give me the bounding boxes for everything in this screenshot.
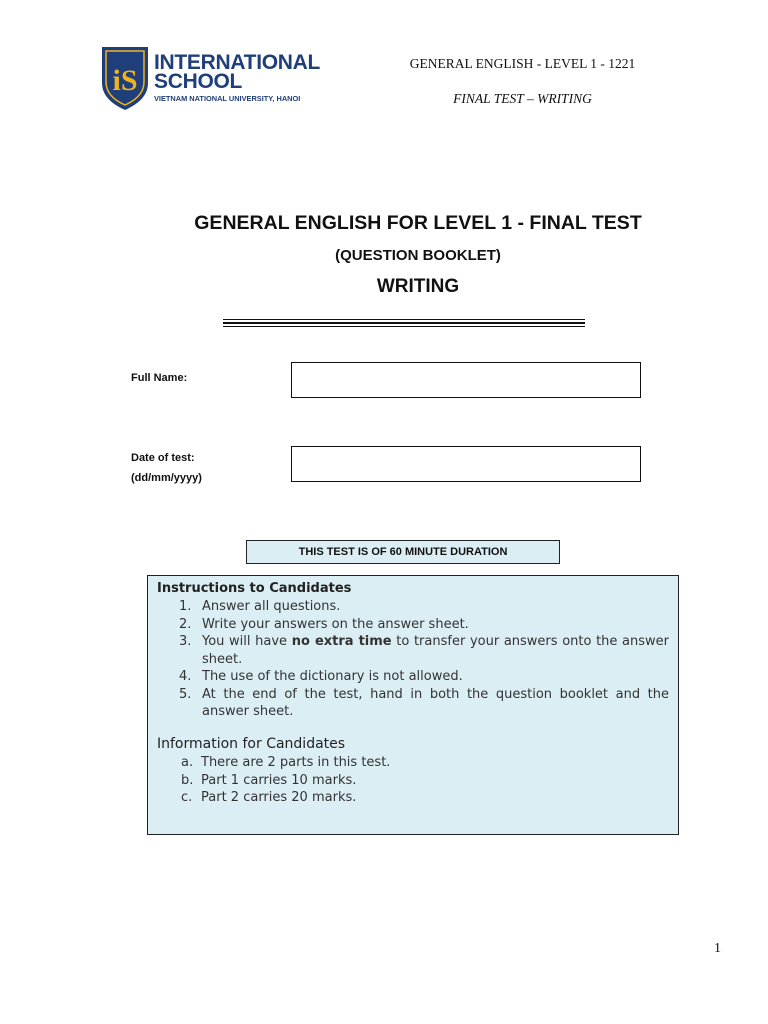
item-number: 3.	[179, 634, 192, 649]
full-name-field[interactable]	[291, 362, 641, 398]
list-item	[157, 686, 669, 721]
list-item	[157, 598, 669, 616]
item-number: 1.	[179, 599, 192, 614]
list-item	[157, 754, 390, 772]
list-item	[157, 668, 669, 686]
date-label: Date of test:	[131, 452, 195, 464]
instructions-heading: Instructions to Candidates	[157, 581, 352, 596]
information-list	[157, 754, 390, 807]
list-item	[157, 633, 669, 668]
item-text: The use of the dictionary is not allowed.	[202, 669, 463, 684]
item-text: Part 2 carries 20 marks.	[201, 790, 357, 805]
item-text: There are 2 parts in this test.	[201, 755, 391, 770]
item-number: 5.	[179, 686, 192, 702]
skill-title: WRITING	[376, 276, 460, 297]
divider-line	[223, 326, 585, 327]
instructions-panel	[147, 575, 679, 835]
item-letter: b.	[181, 772, 194, 788]
shield-emblem-icon	[100, 45, 150, 111]
list-item	[157, 616, 669, 634]
item-text-bold: no extra time	[291, 634, 392, 649]
duration-banner: THIS TEST IS OF 60 MINUTE DURATION	[246, 540, 560, 564]
date-field[interactable]	[291, 446, 641, 482]
item-text: Answer all questions.	[202, 599, 341, 614]
item-text-pre: You will have	[202, 634, 292, 649]
item-letter: c.	[181, 790, 193, 805]
item-text: Write your answers on the answer sheet.	[202, 616, 469, 632]
date-format-hint: (dd/mm/yyyy)	[131, 472, 202, 484]
page-subtitle: (QUESTION BOOKLET)	[335, 247, 501, 264]
list-item	[157, 789, 390, 807]
information-heading: Information for Candidates	[157, 736, 346, 752]
school-name	[154, 53, 320, 91]
item-letter: a.	[181, 755, 194, 770]
item-text: At the end of the test, hand in both the question booklet and the answer sheet.	[202, 686, 669, 719]
page-number: 1	[714, 941, 721, 956]
school-name-line2: SCHOOL	[154, 70, 243, 93]
instructions-list	[157, 598, 669, 721]
header-course: GENERAL ENGLISH - LEVEL 1 - 1221	[409, 56, 636, 71]
full-name-label: Full Name:	[131, 372, 188, 384]
list-item	[157, 772, 390, 790]
divider-line	[223, 319, 585, 320]
school-logo	[100, 45, 330, 113]
header-test: FINAL TEST – WRITING	[453, 91, 592, 106]
item-text: Part 1 carries 10 marks.	[201, 772, 357, 788]
item-number: 4.	[179, 669, 192, 684]
item-text-post: to transfer your answers onto the answer sheet.	[202, 634, 670, 667]
emblem-text: iS	[112, 64, 138, 97]
school-name-line1: INTERNATIONAL	[154, 51, 321, 74]
page-title: GENERAL ENGLISH FOR LEVEL 1 - FINAL TEST	[194, 212, 642, 234]
divider-line	[223, 322, 585, 324]
school-subtitle: VIETNAM NATIONAL UNIVERSITY, HANOI	[154, 94, 301, 103]
item-number: 2.	[179, 616, 192, 632]
